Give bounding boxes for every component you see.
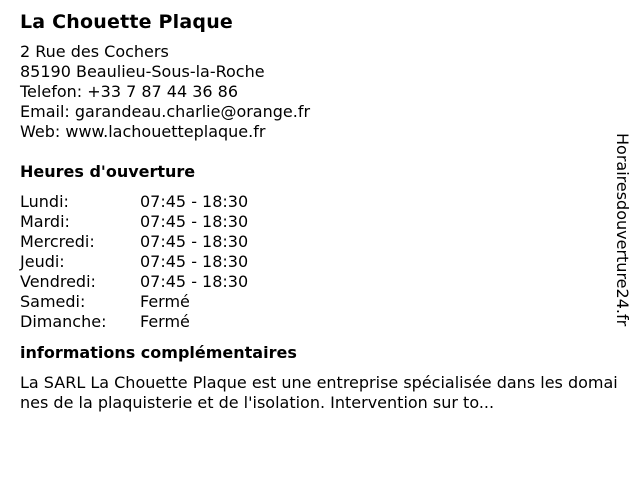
day-label: Lundi: [20, 192, 69, 211]
hours-row [20, 312, 620, 332]
time-value: Fermé [140, 312, 190, 331]
day-label: Mardi: [20, 212, 70, 231]
hours-row [20, 252, 620, 272]
hours-row [20, 232, 620, 252]
day-label: Mercredi: [20, 232, 95, 251]
time-value: 07:45 - 18:30 [140, 232, 249, 251]
time-value: 07:45 - 18:30 [140, 192, 249, 211]
web-line: Web: www.lachouetteplaque.fr [20, 122, 266, 141]
hours-row [20, 212, 620, 232]
day-label: Vendredi: [20, 272, 96, 291]
time-value: 07:45 - 18:30 [140, 252, 249, 271]
hours-row [20, 292, 620, 312]
info-description: La SARL La Chouette Plaque est une entreprise spécialisée dans les domaines de la plaquisterie et de l'isolation. Intervention sur to... [20, 373, 618, 412]
email-line: Email: garandeau.charlie@orange.fr [20, 102, 311, 121]
time-value: 07:45 - 18:30 [140, 272, 249, 291]
time-value: Fermé [140, 292, 190, 311]
hours-heading: Heures d'ouverture [20, 162, 196, 181]
hours-row [20, 192, 620, 212]
phone-line: Telefon: +33 7 87 44 36 86 [20, 82, 239, 101]
business-name: La Chouette Plaque [20, 11, 234, 33]
address-street: 2 Rue des Cochers [20, 42, 169, 61]
hours-row [20, 272, 620, 292]
address-city: 85190 Beaulieu-Sous-la-Roche [20, 62, 265, 81]
day-label: Dimanche: [20, 312, 107, 331]
day-label: Jeudi: [20, 252, 65, 271]
address-block [20, 42, 620, 142]
watermark-text: Horairesdouverture24.fr [613, 133, 632, 327]
info-heading: informations complémentaires [20, 343, 297, 362]
business-card [20, 10, 620, 413]
day-label: Samedi: [20, 292, 86, 311]
time-value: 07:45 - 18:30 [140, 212, 249, 231]
hours-table [20, 192, 620, 332]
